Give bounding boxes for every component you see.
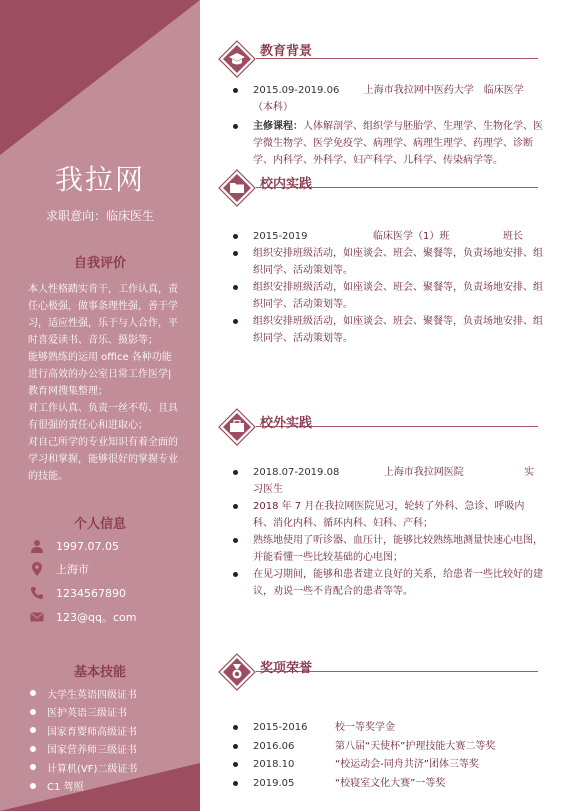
- campus-item-text: 组织安排班级活动，如座谈会、班会、聚餐等，负责场地安排、组织同学、活动策划等。: [253, 316, 543, 344]
- offcampus-title: 校外实践: [260, 416, 313, 431]
- campus-period: 2015-2019: [253, 231, 308, 242]
- skill-label: C1 驾照: [47, 782, 84, 794]
- award-date: 2015-2016: [253, 722, 308, 733]
- award-name: 第八届“天使杯”护理技能大赛二等奖: [335, 740, 496, 752]
- sidebar-top-decoration: [0, 0, 200, 155]
- campus-item: [233, 313, 543, 347]
- campus-role: 班长: [503, 231, 523, 242]
- award-item: [233, 756, 543, 775]
- offcampus-item-text: 2018 年 7 月在我拉网医院见习，轮转了外科、急诊、呼吸内科、消化内科、循环内科、妇科、产科；: [253, 501, 525, 529]
- campus-list: [233, 228, 543, 347]
- campus-heading-block: [218, 169, 538, 207]
- personal-info-heading: 个人信息: [73, 517, 126, 532]
- info-email: [30, 608, 136, 626]
- main-content: [200, 0, 577, 811]
- awards-heading-block: [218, 653, 538, 691]
- award-name: “校运动会-同舟共济”团体三等奖: [335, 759, 479, 770]
- bullet-icon: [233, 572, 238, 577]
- phone-icon: [30, 586, 44, 600]
- bullet-icon: [233, 781, 238, 786]
- skill-label: 大学生英语四级证书: [47, 689, 137, 701]
- bullet-icon: [233, 88, 238, 93]
- offcampus-org: 上海市我拉网医院: [383, 467, 464, 478]
- bullet-icon: [233, 470, 238, 475]
- bullet-icon: [233, 744, 238, 749]
- person-icon: [30, 539, 44, 553]
- award-date: 2016.06: [253, 740, 295, 752]
- skill-item: [30, 777, 137, 796]
- self-eval-text: [28, 281, 178, 485]
- awards-title: 奖项荣誉: [260, 661, 313, 676]
- education-title: 教育背景: [260, 44, 313, 59]
- bullet-icon: [30, 764, 36, 770]
- skills-list: [30, 684, 137, 795]
- briefcase-icon: [218, 408, 256, 446]
- bullet-icon: [30, 783, 36, 789]
- award-item: [233, 775, 543, 794]
- awards-list: [233, 719, 543, 793]
- self-eval-line: 能够熟练的运用 office 各种功能进行高效的办公室日常工作医学|教育网搜集整理；: [28, 352, 172, 397]
- bullet-icon: [233, 251, 238, 256]
- city: 上海市: [56, 563, 89, 576]
- self-eval-line: 本人性格踏实肯干，工作认真，责任心极强，做事条理性强，善于学习，适应性强，乐于与人合作，平时喜爱读书、音乐、摄影等；: [28, 284, 178, 346]
- bullet-icon: [233, 538, 238, 543]
- offcampus-item: [233, 566, 543, 600]
- offcampus-item-text: 熟练地使用了听诊器、血压计，能够比较熟练地测量快速心电图，并能看懂一些比较基础的心电图；: [253, 535, 543, 563]
- education-item: [233, 118, 543, 169]
- offcampus-list: [233, 464, 543, 600]
- info-birth: [30, 537, 119, 555]
- candidate-name: 我拉网: [54, 163, 145, 196]
- award-item: [233, 719, 543, 738]
- bullet-icon: [30, 746, 36, 752]
- bullet-icon: [30, 690, 36, 696]
- skill-label: 国家营养师三级证书: [47, 745, 137, 757]
- education-list: [233, 82, 543, 169]
- bullet-icon: [233, 762, 238, 767]
- education-period: 2015.09-2019.06: [253, 85, 340, 96]
- skill-label: 计算机(VF)二级证书: [47, 763, 138, 775]
- skill-item: [30, 758, 137, 777]
- skills-heading: 基本技能: [73, 665, 126, 680]
- self-eval-line: 对自己所学的专业知识有着全面的学习和掌握，能够很好的掌握专业的技能。: [28, 437, 178, 482]
- sidebar: [0, 0, 200, 811]
- skill-item: [30, 684, 137, 703]
- offcampus-role: 实习医生: [253, 467, 535, 495]
- award-name: “校寝室文化大赛”一等奖: [335, 777, 446, 789]
- campus-item: [233, 245, 543, 279]
- campus-item-text: 组织安排班级活动，如座谈会、班会、聚餐等，负责场地安排、组织同学、活动策划等。: [253, 282, 543, 310]
- award-item: [233, 738, 543, 757]
- info-city: [30, 560, 89, 578]
- bullet-icon: [233, 319, 238, 324]
- education-item: [233, 82, 543, 116]
- bullet-icon: [233, 725, 238, 730]
- birth-date: 1997.07.05: [56, 539, 119, 553]
- bullet-icon: [30, 709, 36, 715]
- mail-icon: [30, 610, 44, 624]
- location-pin-icon: [30, 562, 44, 576]
- campus-item-text: 组织安排班级活动，如座谈会、班会、聚餐等，负责场地安排、组织同学、活动策划等。: [253, 248, 543, 276]
- campus-item: [233, 279, 543, 313]
- skill-label: 医护英语三级证书: [47, 708, 127, 720]
- award-date: 2018.10: [253, 759, 295, 770]
- skill-label: 国家育婴师高级证书: [47, 726, 137, 738]
- phone: 1234567890: [56, 586, 126, 600]
- offcampus-item: [233, 532, 543, 566]
- bullet-icon: [233, 234, 238, 239]
- education-school: 上海市我拉网中医药大学 临床医学（本科）: [253, 85, 524, 113]
- bullet-icon: [30, 727, 36, 733]
- campus-title: 校内实践: [260, 177, 313, 192]
- award-name: 校一等奖学金: [335, 722, 395, 733]
- campus-item: [233, 228, 543, 245]
- offcampus-item-text: 在见习期间，能够和患者建立良好的关系，给患者一些比较好的建议，劝说一些不肯配合的患者等等。: [253, 569, 543, 597]
- courses-label: 主修课程：: [253, 121, 303, 132]
- education-heading-block: [218, 40, 538, 78]
- self-eval-heading: 自我评价: [73, 256, 126, 271]
- offcampus-item: [233, 498, 543, 532]
- bullet-icon: [233, 504, 238, 509]
- courses-text: 人体解剖学、组织学与胚胎学、生理学、生物化学、医学微生物学、医学免疫学、病理学、病理生理学、药理学、诊断学、内科学、外科学、妇产科学、儿科学、传染病学等。: [253, 121, 543, 166]
- campus-class: 临床医学（1）班: [373, 231, 450, 242]
- email: 123@qq。com: [56, 611, 137, 624]
- skill-item: [30, 703, 137, 722]
- offcampus-heading-block: [218, 408, 538, 446]
- offcampus-item: [233, 464, 543, 498]
- skill-item: [30, 721, 137, 740]
- offcampus-period: 2018.07-2019.08: [253, 467, 340, 478]
- bullet-icon: [233, 285, 238, 290]
- skill-item: [30, 740, 137, 759]
- graduation-cap-icon: [218, 40, 256, 78]
- award-date: 2019.05: [253, 777, 295, 789]
- job-intent: 求职意向：临床医生: [45, 209, 154, 223]
- bullet-icon: [233, 124, 238, 129]
- folder-icon: [218, 169, 256, 207]
- medal-icon: [218, 653, 256, 691]
- self-eval-line: 对工作认真、负责一丝不苟、且具有很强的责任心和进取心；: [28, 403, 178, 431]
- info-phone: [30, 584, 126, 602]
